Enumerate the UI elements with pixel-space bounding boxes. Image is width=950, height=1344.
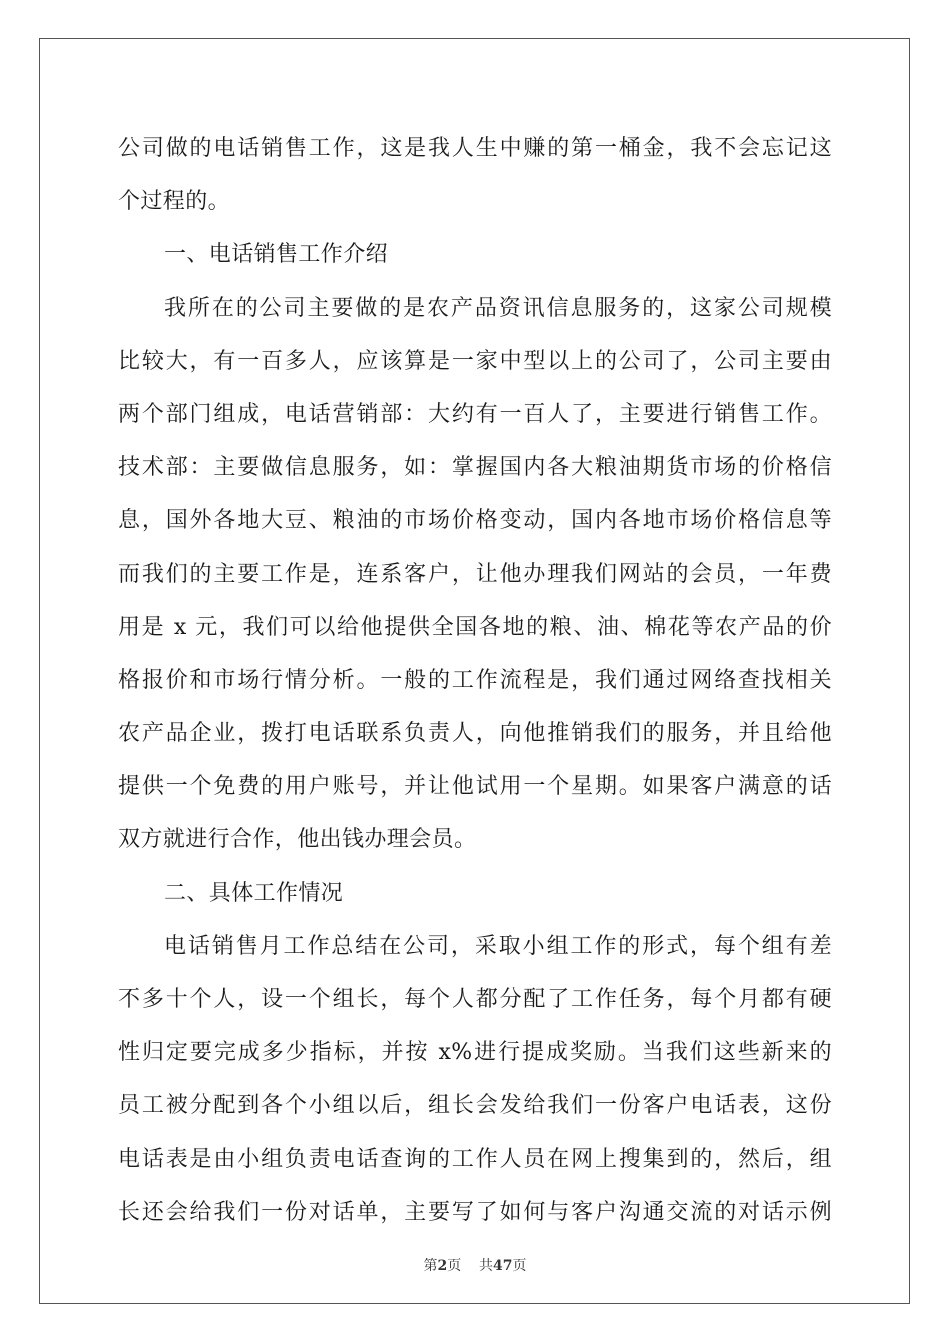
- text-line: 性归定要完成多少指标，并按 x%进行提成奖励。当我们这些新来的: [118, 1040, 832, 1066]
- text-line: 个过程的。: [118, 189, 231, 215]
- text-line: 双方就进行合作，他出钱办理会员。: [118, 827, 477, 853]
- footer-total-prefix: 共: [479, 1258, 494, 1274]
- text-line: 农产品企业，拨打电话联系负责人，向他推销我们的服务，并且给他: [118, 721, 832, 747]
- text-line: 两个部门组成，电话营销部：大约有一百人了，主要进行销售工作。: [118, 401, 832, 427]
- text-line: 技术部：主要做信息服务，如：掌握国内各大粮油期货市场的价格信: [118, 455, 832, 481]
- text-line: 不多十个人，设一个组长，每个人都分配了工作任务，每个月都有硬: [118, 987, 832, 1012]
- footer-page-suffix: 页: [447, 1258, 462, 1274]
- text-line: 一、电话销售工作介绍: [164, 242, 389, 268]
- footer-total-pages: 47: [493, 1258, 513, 1274]
- footer-page-number: 2: [437, 1258, 448, 1274]
- text-line: 息，国外各地大豆、粮油的市场价格变动，国内各地市场价格信息等: [118, 508, 832, 534]
- text-line: 二、具体工作情况: [164, 880, 344, 906]
- text-line: 提供一个免费的用户账号，并让他试用一个星期。如果客户满意的话: [118, 774, 832, 800]
- footer-total-suffix: 页: [512, 1258, 527, 1274]
- text-line: 而我们的主要工作是，连系客户，让他办理我们网站的会员，一年费: [118, 561, 832, 587]
- text-line: 用是 x 元，我们可以给他提供全国各地的粮、油、棉花等农产品的价: [118, 614, 832, 640]
- text-line: 长还会给我们一份对话单，主要写了如何与客户沟通交流的对话示例: [118, 1199, 832, 1225]
- text-line: 公司做的电话销售工作，这是我人生中赚的第一桶金，我不会忘记这: [118, 136, 832, 161]
- text-line: 比较大，有一百多人，应该算是一家中型以上的公司了，公司主要由: [118, 348, 832, 374]
- text-line: 格报价和市场行情分析。一般的工作流程是，我们通过网络查找相关: [118, 667, 832, 693]
- text-line: 我所在的公司主要做的是农产品资讯信息服务的，这家公司规模: [164, 295, 832, 321]
- page-footer: [0, 1255, 950, 1275]
- footer-page-prefix: 第: [423, 1258, 438, 1274]
- text-line: 电话表是由小组负责电话查询的工作人员在网上搜集到的，然后，组: [118, 1146, 832, 1172]
- document-body: [118, 126, 832, 1243]
- text-line: 员工被分配到各个小组以后，组长会发给我们一份客户电话表，这份: [118, 1093, 832, 1119]
- text-line: 电话销售月工作总结在公司，采取小组工作的形式，每个组有差: [164, 933, 832, 959]
